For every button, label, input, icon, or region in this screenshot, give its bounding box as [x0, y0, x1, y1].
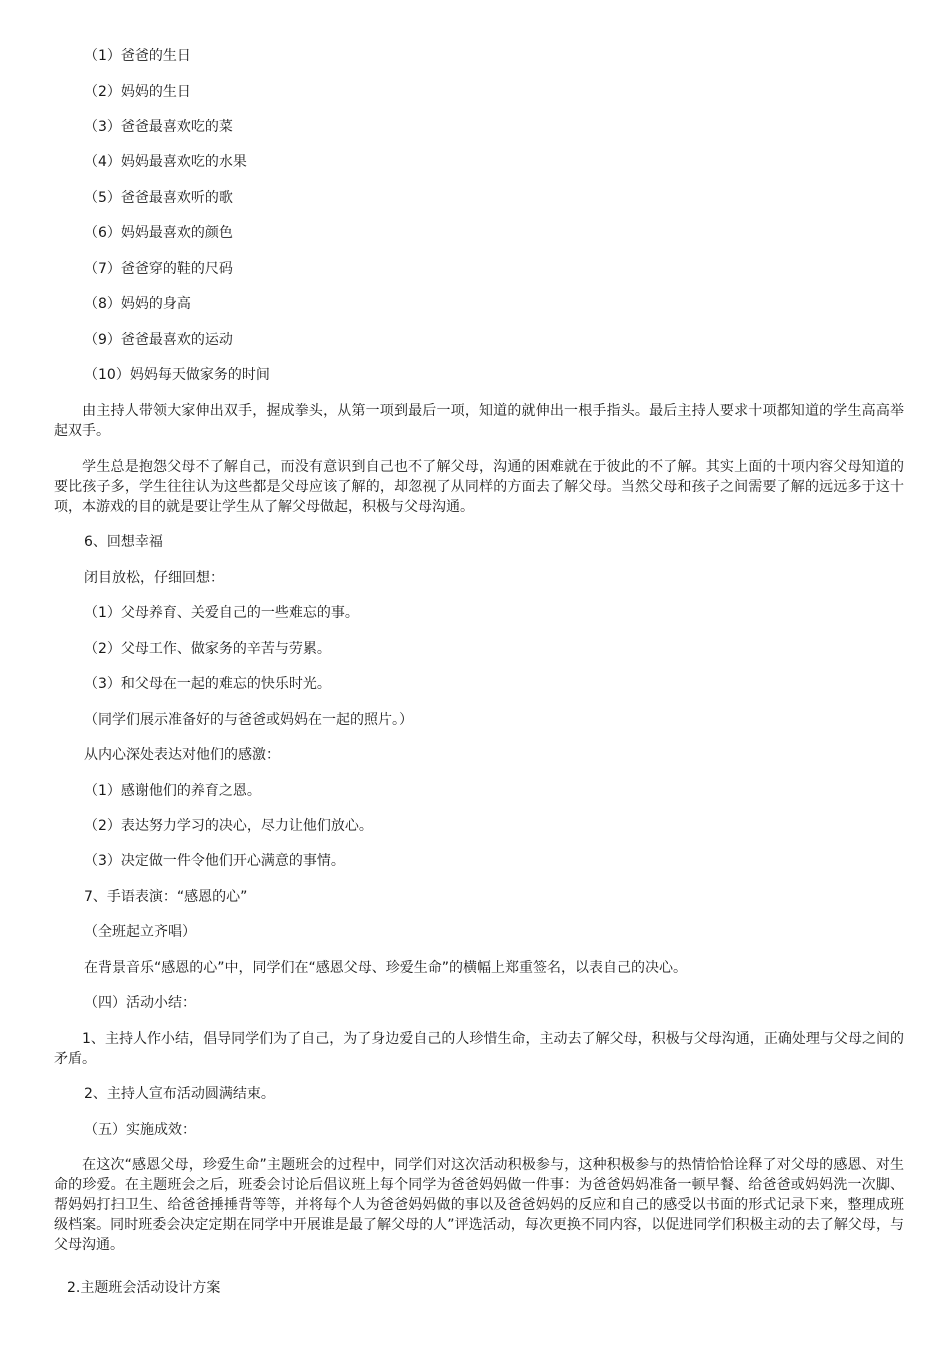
- body-line: 在背景音乐“感恩的心”中，同学们在“感恩父母、珍爱生命”的横幅上郑重签名，以表自己的决心。: [84, 960, 688, 976]
- list-item: （3）和父母在一起的难忘的快乐时光。: [84, 676, 331, 692]
- list-item: （7）爸爸穿的鞋的尺码: [84, 261, 233, 277]
- note-line: （全班起立齐唱）: [84, 924, 196, 940]
- list-item: （2）妈妈的生日: [84, 84, 191, 100]
- list-item: （4）妈妈最喜欢吃的水果: [84, 154, 247, 170]
- list-item: （3）爸爸最喜欢吃的菜: [84, 119, 233, 135]
- list-item: （5）爸爸最喜欢听的歌: [84, 190, 233, 206]
- list-item: （1）父母养育、关爱自己的一些难忘的事。: [84, 605, 359, 621]
- part-heading: （五）实施成效：: [84, 1122, 196, 1138]
- section-title: 2.主题班会活动设计方案: [67, 1280, 221, 1296]
- list-item: （1）感谢他们的养育之恩。: [84, 783, 261, 799]
- list-item: （2）表达努力学习的决心，尽力让他们放心。: [84, 818, 373, 834]
- list-item: （9）爸爸最喜欢的运动: [84, 332, 233, 348]
- list-item: （2）父母工作、做家务的辛苦与劳累。: [84, 641, 331, 657]
- section-intro: 闭目放松，仔细回想：: [84, 570, 224, 586]
- paragraph-summary: 1、主持人作小结，倡导同学们为了自己，为了身边爱自己的人珍惜生命，主动去了解父母，积极与父母沟通，正确处理与父母之间的矛盾。: [54, 1031, 904, 1067]
- section-intro: 从内心深处表达对他们的感激：: [84, 747, 280, 763]
- list-item: （8）妈妈的身高: [84, 296, 191, 312]
- section-heading: 7、手语表演：“感恩的心”: [84, 889, 248, 905]
- list-item: （10）妈妈每天做家务的时间: [84, 367, 270, 383]
- body-line: 2、主持人宣布活动圆满结束。: [84, 1086, 275, 1102]
- paragraph-host-game: 由主持人带领大家伸出双手，握成拳头，从第一项到最后一项，知道的就伸出一根手指头。最后主持人要求十项都知道的学生高高举起双手。: [54, 403, 904, 439]
- paragraph-outcomes: 在这次“感恩父母，珍爱生命”主题班会的过程中，同学们对这次活动积极参与，这种积极参与的热情恰恰诠释了对父母的感恩、对生命的珍爱。在主题班会之后，班委会讨论后倡议班上每个同学为爸爸妈妈做一件事：为爸爸妈妈准备一顿早餐、给爸爸或妈妈洗一次脚、帮妈妈打扫卫生、给爸爸捶捶背等等，并将每个人为爸爸妈妈做的事以及爸爸妈妈的反应和自己的感受以书面的形式记录下来，整理成班级档案。同时班委会决定定期在同学中开展谁是最了解父母的人”评选活动，每次更换不同内容，以促进同学们积极主动的去了解父母，与父母沟通。: [54, 1157, 904, 1253]
- paragraph-understand-parents: 学生总是抱怨父母不了解自己，而没有意识到自己也不了解父母，沟通的困难就在于彼此的不了解。其实上面的十项内容父母知道的要比孩子多，学生往往认为这些都是父母应该了解的，却忽视了从同样的方面去了解父母。当然父母和孩子之间需要了解的远远多于这十项，本游戏的目的就是要让学生从了解父母做起，积极与父母沟通。: [54, 459, 904, 515]
- list-item: （1）爸爸的生日: [84, 48, 191, 64]
- section-heading: 6、回想幸福: [84, 534, 163, 550]
- list-item: （3）决定做一件令他们开心满意的事情。: [84, 853, 345, 869]
- list-item: （6）妈妈最喜欢的颜色: [84, 225, 233, 241]
- part-heading: （四）活动小结：: [84, 995, 196, 1011]
- note-line: （同学们展示准备好的与爸爸或妈妈在一起的照片。）: [84, 712, 413, 728]
